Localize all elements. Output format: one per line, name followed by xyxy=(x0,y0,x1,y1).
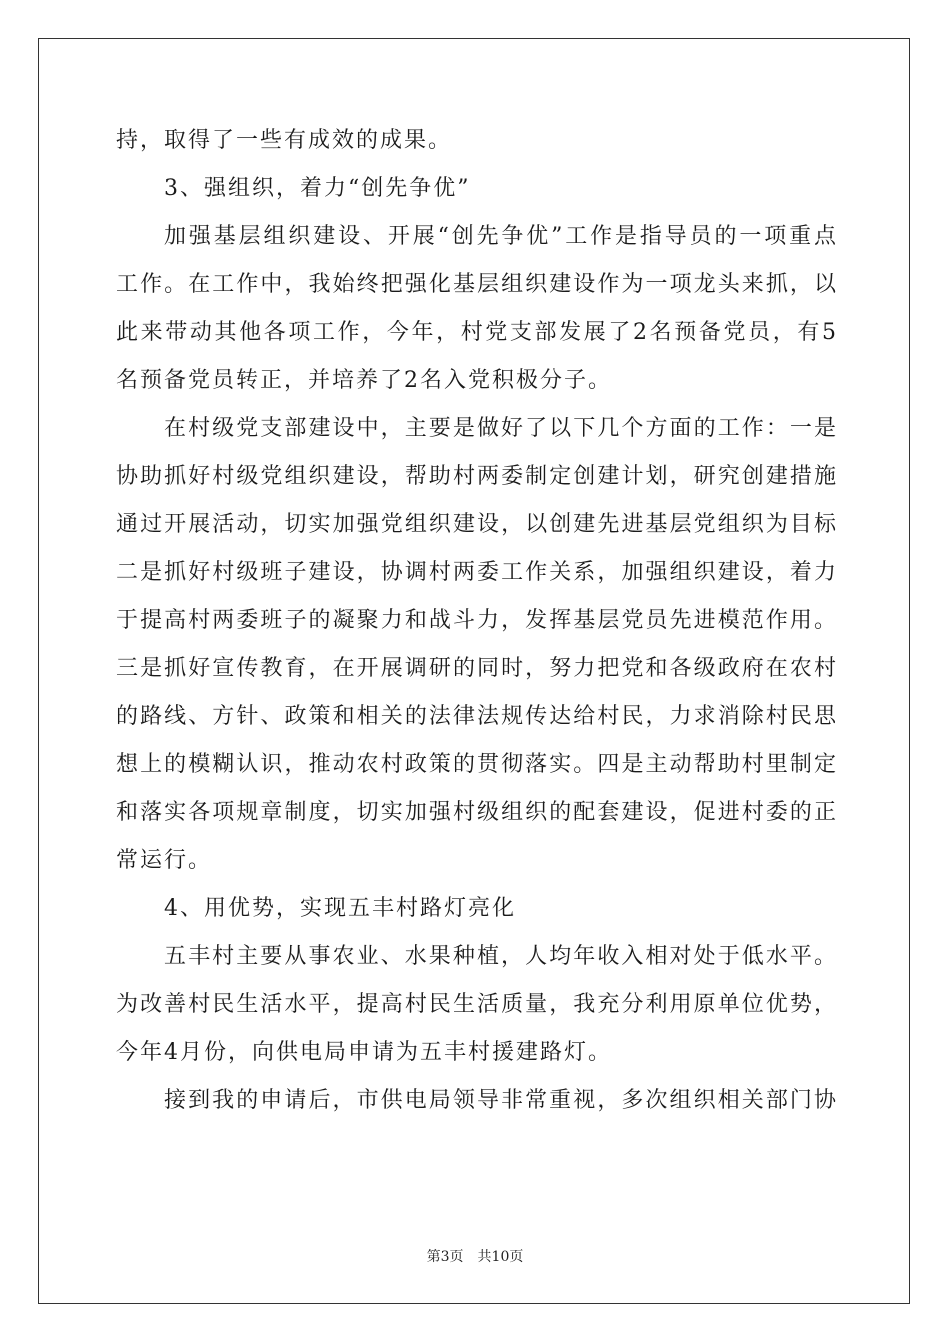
text-line: 五丰村主要从事农业、水果种植，人均年收入相对处于低水平。 xyxy=(164,944,836,969)
text-line: 于提高村两委班子的凝聚力和战斗力，发挥基层党员先进模范作用。 xyxy=(116,608,836,633)
text-line: 常运行。 xyxy=(116,848,213,873)
text-line: 持，取得了一些有成效的成果。 xyxy=(116,128,453,153)
text-line: 此来带动其他各项工作，今年，村党支部发展了2名预备党员，有5 xyxy=(116,320,836,345)
page-number-footer: 第3页 共10页 xyxy=(426,1249,524,1265)
text-line: 想上的模糊认识，推动农村政策的贯彻落实。四是主动帮助村里制定 xyxy=(116,752,836,777)
section-heading: 3、强组织，着力“创先争优” xyxy=(164,176,471,201)
section-heading: 4、用优势，实现五丰村路灯亮化 xyxy=(164,896,516,921)
text-line: 工作。在工作中，我始终把强化基层组织建设作为一项龙头来抓，以 xyxy=(116,272,836,297)
text-line: 为改善村民生活水平，提高村民生活质量，我充分利用原单位优势， xyxy=(116,992,836,1017)
text-line: 加强基层组织建设、开展“创先争优”工作是指导员的一项重点 xyxy=(164,224,836,249)
text-line: 通过开展活动，切实加强党组织建设，以创建先进基层党组织为目标 xyxy=(116,512,836,537)
text-line: 和落实各项规章制度，切实加强村级组织的配套建设，促进村委的正 xyxy=(116,800,836,825)
text-line: 的路线、方针、政策和相关的法律法规传达给村民，力求消除村民思 xyxy=(116,704,836,729)
text-line: 在村级党支部建设中，主要是做好了以下几个方面的工作：一是 xyxy=(164,416,836,441)
text-line: 协助抓好村级党组织建设，帮助村两委制定创建计划，研究创建措施 xyxy=(116,464,836,489)
text-line: 三是抓好宣传教育，在开展调研的同时，努力把党和各级政府在农村 xyxy=(116,656,836,681)
text-line: 今年4月份，向供电局申请为五丰村援建路灯。 xyxy=(116,1040,612,1065)
text-line: 二是抓好村级班子建设，协调村两委工作关系，加强组织建设，着力 xyxy=(116,560,836,585)
document-body xyxy=(116,128,836,1136)
text-line: 名预备党员转正，并培养了2名入党积极分子。 xyxy=(116,368,612,393)
text-line: 接到我的申请后，市供电局领导非常重视，多次组织相关部门协 xyxy=(164,1088,836,1113)
